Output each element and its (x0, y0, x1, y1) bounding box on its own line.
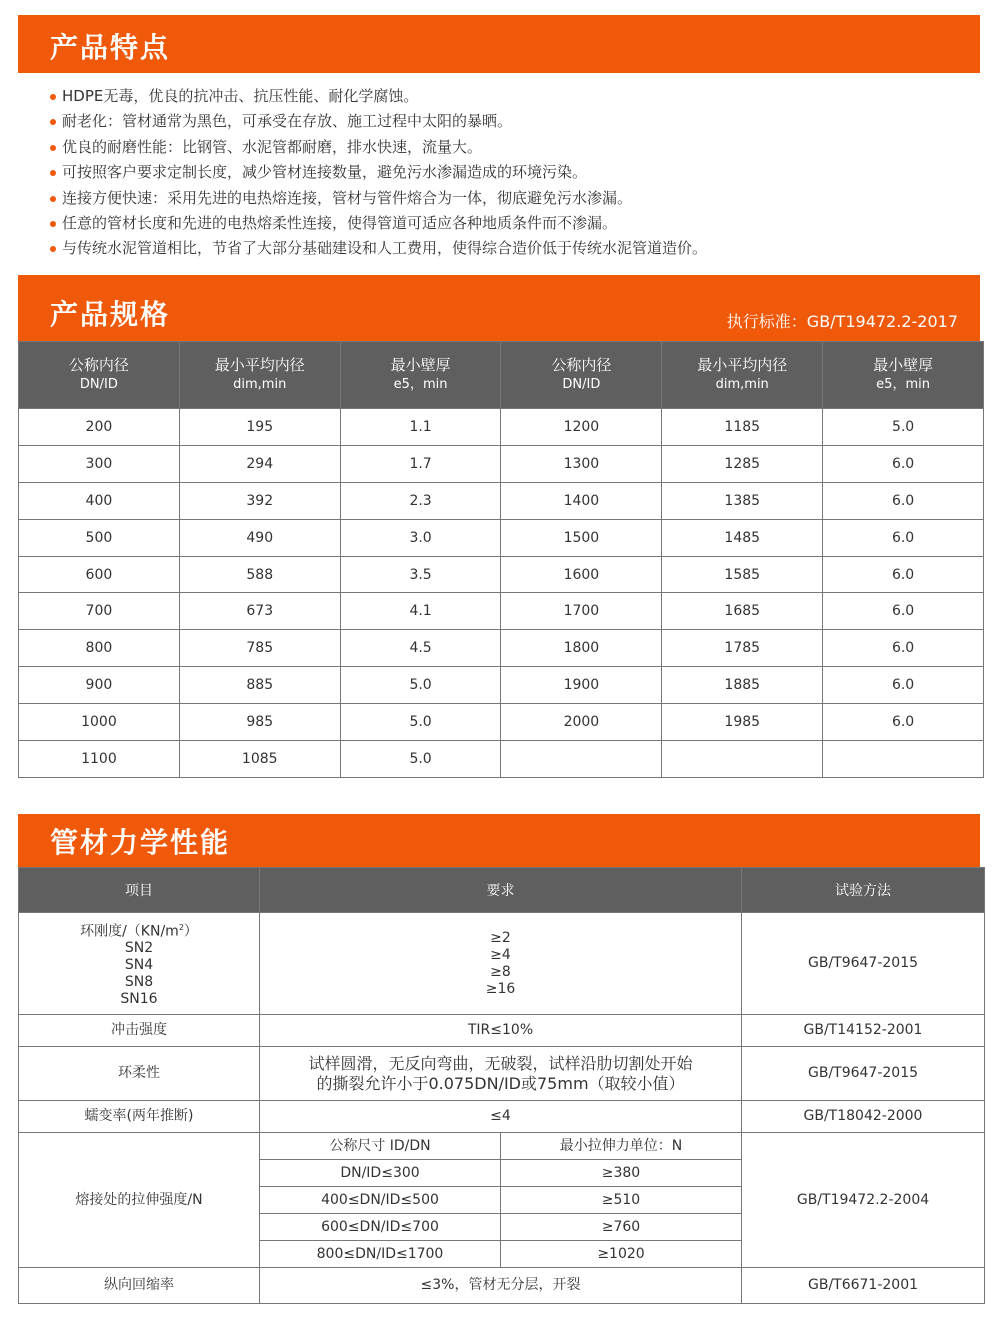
list-item: 与传统水泥管道相比，节省了大部分基础建设和人工费用，使得综合造价低于传统水泥管道造价。 (50, 236, 707, 261)
table-cell: 500 (19, 519, 180, 556)
table-cell: 490 (179, 519, 340, 556)
table-cell: 6.0 (823, 667, 984, 704)
table-cell: 1885 (662, 667, 823, 704)
impact-method: GB/T14152-2001 (742, 1015, 985, 1047)
bullet-icon (50, 246, 56, 252)
weld-size: 800≤DN/ID≤1700 (260, 1241, 501, 1268)
table-cell (501, 741, 662, 778)
weld-size: DN/ID≤300 (260, 1160, 501, 1187)
weld-method: GB/T19472.2-2004 (742, 1133, 985, 1268)
weld-force: ≥380 (501, 1160, 742, 1187)
table-cell: 3.0 (340, 519, 501, 556)
table-cell: 1485 (662, 519, 823, 556)
mech-header-method: 试验方法 (742, 868, 985, 913)
table-cell: 5.0 (340, 667, 501, 704)
table-cell: 5.0 (340, 704, 501, 741)
table-cell: 6.0 (823, 556, 984, 593)
table-cell: 600 (19, 556, 180, 593)
weld-subheader-force: 最小拉伸力单位：N (501, 1133, 742, 1160)
spec-header-cell: 最小平均内径 dim,min (179, 342, 340, 409)
spec-header-cell: 最小平均内径 dim,min (662, 342, 823, 409)
table-cell: 1600 (501, 556, 662, 593)
table-cell: 1900 (501, 667, 662, 704)
table-cell: 1100 (19, 741, 180, 778)
bullet-icon (50, 170, 56, 176)
table-cell: 673 (179, 593, 340, 630)
shrink-req: ≤3%，管材无分层，开裂 (260, 1268, 742, 1304)
list-item: 可按照客户要求定制长度，减少管材连接数量，避免污水渗漏造成的环境污染。 (50, 160, 707, 185)
spec-header-cell: 最小壁厚 e5，min (823, 342, 984, 409)
table-cell: 1285 (662, 445, 823, 482)
ring-stiffness-req: ≥2 ≥4 ≥8 ≥16 (260, 913, 742, 1015)
table-cell: 1400 (501, 482, 662, 519)
table-cell: 1385 (662, 482, 823, 519)
table-cell: 900 (19, 667, 180, 704)
table-cell: 1685 (662, 593, 823, 630)
list-item: 任意的管材长度和先进的电热熔柔性连接，使得管道可适应各种地质条件而不渗漏。 (50, 211, 707, 236)
list-item: HDPE无毒，优良的抗冲击、抗压性能、耐化学腐蚀。 (50, 84, 707, 109)
table-row (19, 556, 984, 593)
flex-method: GB/T9647-2015 (742, 1047, 985, 1101)
table-cell: 785 (179, 630, 340, 667)
weld-label: 熔接处的拉伸强度/N (19, 1133, 260, 1268)
table-cell: 3.5 (340, 556, 501, 593)
shrink-method: GB/T6671-2001 (742, 1268, 985, 1304)
list-item: 耐老化：管材通常为黑色，可承受在存放、施工过程中太阳的暴晒。 (50, 109, 707, 134)
table-cell: 200 (19, 409, 180, 446)
table-cell: 1300 (501, 445, 662, 482)
table-cell: 1.7 (340, 445, 501, 482)
table-cell (823, 741, 984, 778)
table-row (19, 1015, 985, 1047)
weld-size: 400≤DN/ID≤500 (260, 1187, 501, 1214)
bullet-icon (50, 145, 56, 151)
spec-header-cell: 公称内径 DN/ID (501, 342, 662, 409)
spec-table (18, 341, 984, 778)
table-cell: 300 (19, 445, 180, 482)
table-cell: 700 (19, 593, 180, 630)
weld-force: ≥760 (501, 1214, 742, 1241)
table-cell: 294 (179, 445, 340, 482)
mech-title: 管材力学性能 (50, 826, 231, 859)
bullet-icon (50, 221, 56, 227)
shrink-label: 纵向回缩率 (19, 1268, 260, 1304)
spec-standard: 执行标准：GB/T19472.2-2017 (726, 312, 958, 331)
features-list (50, 84, 707, 262)
table-cell: 1085 (179, 741, 340, 778)
table-row (19, 409, 984, 446)
creep-req: ≤4 (260, 1101, 742, 1133)
bullet-icon (50, 119, 56, 125)
mech-header-item: 项目 (19, 868, 260, 913)
table-cell: 1985 (662, 704, 823, 741)
table-cell: 1800 (501, 630, 662, 667)
spec-banner (18, 275, 980, 343)
spec-body (19, 409, 984, 778)
list-item: 连接方便快速：采用先进的电热熔连接，管材与管件熔合为一体，彻底避免污水渗漏。 (50, 186, 707, 211)
table-cell: 885 (179, 667, 340, 704)
mech-header-requirement: 要求 (260, 868, 742, 913)
ring-stiffness-method: GB/T9647-2015 (742, 913, 985, 1015)
table-row (19, 1268, 985, 1304)
table-cell: 5.0 (823, 409, 984, 446)
table-cell: 1585 (662, 556, 823, 593)
table-cell: 2.3 (340, 482, 501, 519)
table-cell: 1185 (662, 409, 823, 446)
spec-header-cell: 最小壁厚 e5，min (340, 342, 501, 409)
table-cell: 6.0 (823, 593, 984, 630)
table-cell: 392 (179, 482, 340, 519)
flex-req: 试样圆滑，无反向弯曲，无破裂，试样沿肋切割处开始 的撕裂允许小于0.075DN/ID或75mm（取较小值） (260, 1047, 742, 1101)
mech-table (18, 867, 985, 1304)
table-row (19, 667, 984, 704)
table-cell: 985 (179, 704, 340, 741)
mech-banner (18, 814, 980, 868)
creep-method: GB/T18042-2000 (742, 1101, 985, 1133)
impact-req: TIR≤10% (260, 1015, 742, 1047)
table-cell: 2000 (501, 704, 662, 741)
table-cell: 1785 (662, 630, 823, 667)
table-cell: 5.0 (340, 741, 501, 778)
table-cell: 1500 (501, 519, 662, 556)
ring-stiffness-label: 环刚度$/(KN/m^2)$ SN2 SN4 SN8 SN16 (19, 913, 260, 1015)
table-cell: 1700 (501, 593, 662, 630)
table-cell: 400 (19, 482, 180, 519)
table-cell: 1200 (501, 409, 662, 446)
impact-label: 冲击强度 (19, 1015, 260, 1047)
table-cell: 6.0 (823, 704, 984, 741)
table-row (19, 593, 984, 630)
spec-title: 产品规格 (50, 298, 171, 331)
table-cell: 4.5 (340, 630, 501, 667)
table-row (19, 482, 984, 519)
table-row (19, 704, 984, 741)
spec-header-cell: 公称内径 DN/ID (19, 342, 180, 409)
table-cell: 6.0 (823, 482, 984, 519)
flex-label: 环柔性 (19, 1047, 260, 1101)
features-title: 产品特点 (50, 31, 171, 64)
table-row (19, 741, 984, 778)
table-cell: 6.0 (823, 630, 984, 667)
table-cell: 4.1 (340, 593, 501, 630)
list-item: 优良的耐磨性能：比钢管、水泥管都耐磨，排水快速，流量大。 (50, 135, 707, 160)
table-cell: 588 (179, 556, 340, 593)
table-row (19, 1101, 985, 1133)
table-cell: 6.0 (823, 519, 984, 556)
table-row (19, 630, 984, 667)
table-cell: 1.1 (340, 409, 501, 446)
bullet-icon (50, 196, 56, 202)
bullet-icon (50, 94, 56, 100)
table-cell: 6.0 (823, 445, 984, 482)
weld-subheader-size: 公称尺寸 ID/DN (260, 1133, 501, 1160)
table-row (19, 445, 984, 482)
weld-force: ≥510 (501, 1187, 742, 1214)
features-banner (18, 15, 980, 73)
creep-label: 蠕变率(两年推断) (19, 1101, 260, 1133)
table-cell: 195 (179, 409, 340, 446)
table-cell: 800 (19, 630, 180, 667)
table-cell: 1000 (19, 704, 180, 741)
table-cell (662, 741, 823, 778)
weld-force: ≥1020 (501, 1241, 742, 1268)
weld-size: 600≤DN/ID≤700 (260, 1214, 501, 1241)
table-row (19, 1047, 985, 1101)
table-row (19, 913, 985, 1015)
table-row (19, 519, 984, 556)
table-row (19, 1133, 985, 1160)
